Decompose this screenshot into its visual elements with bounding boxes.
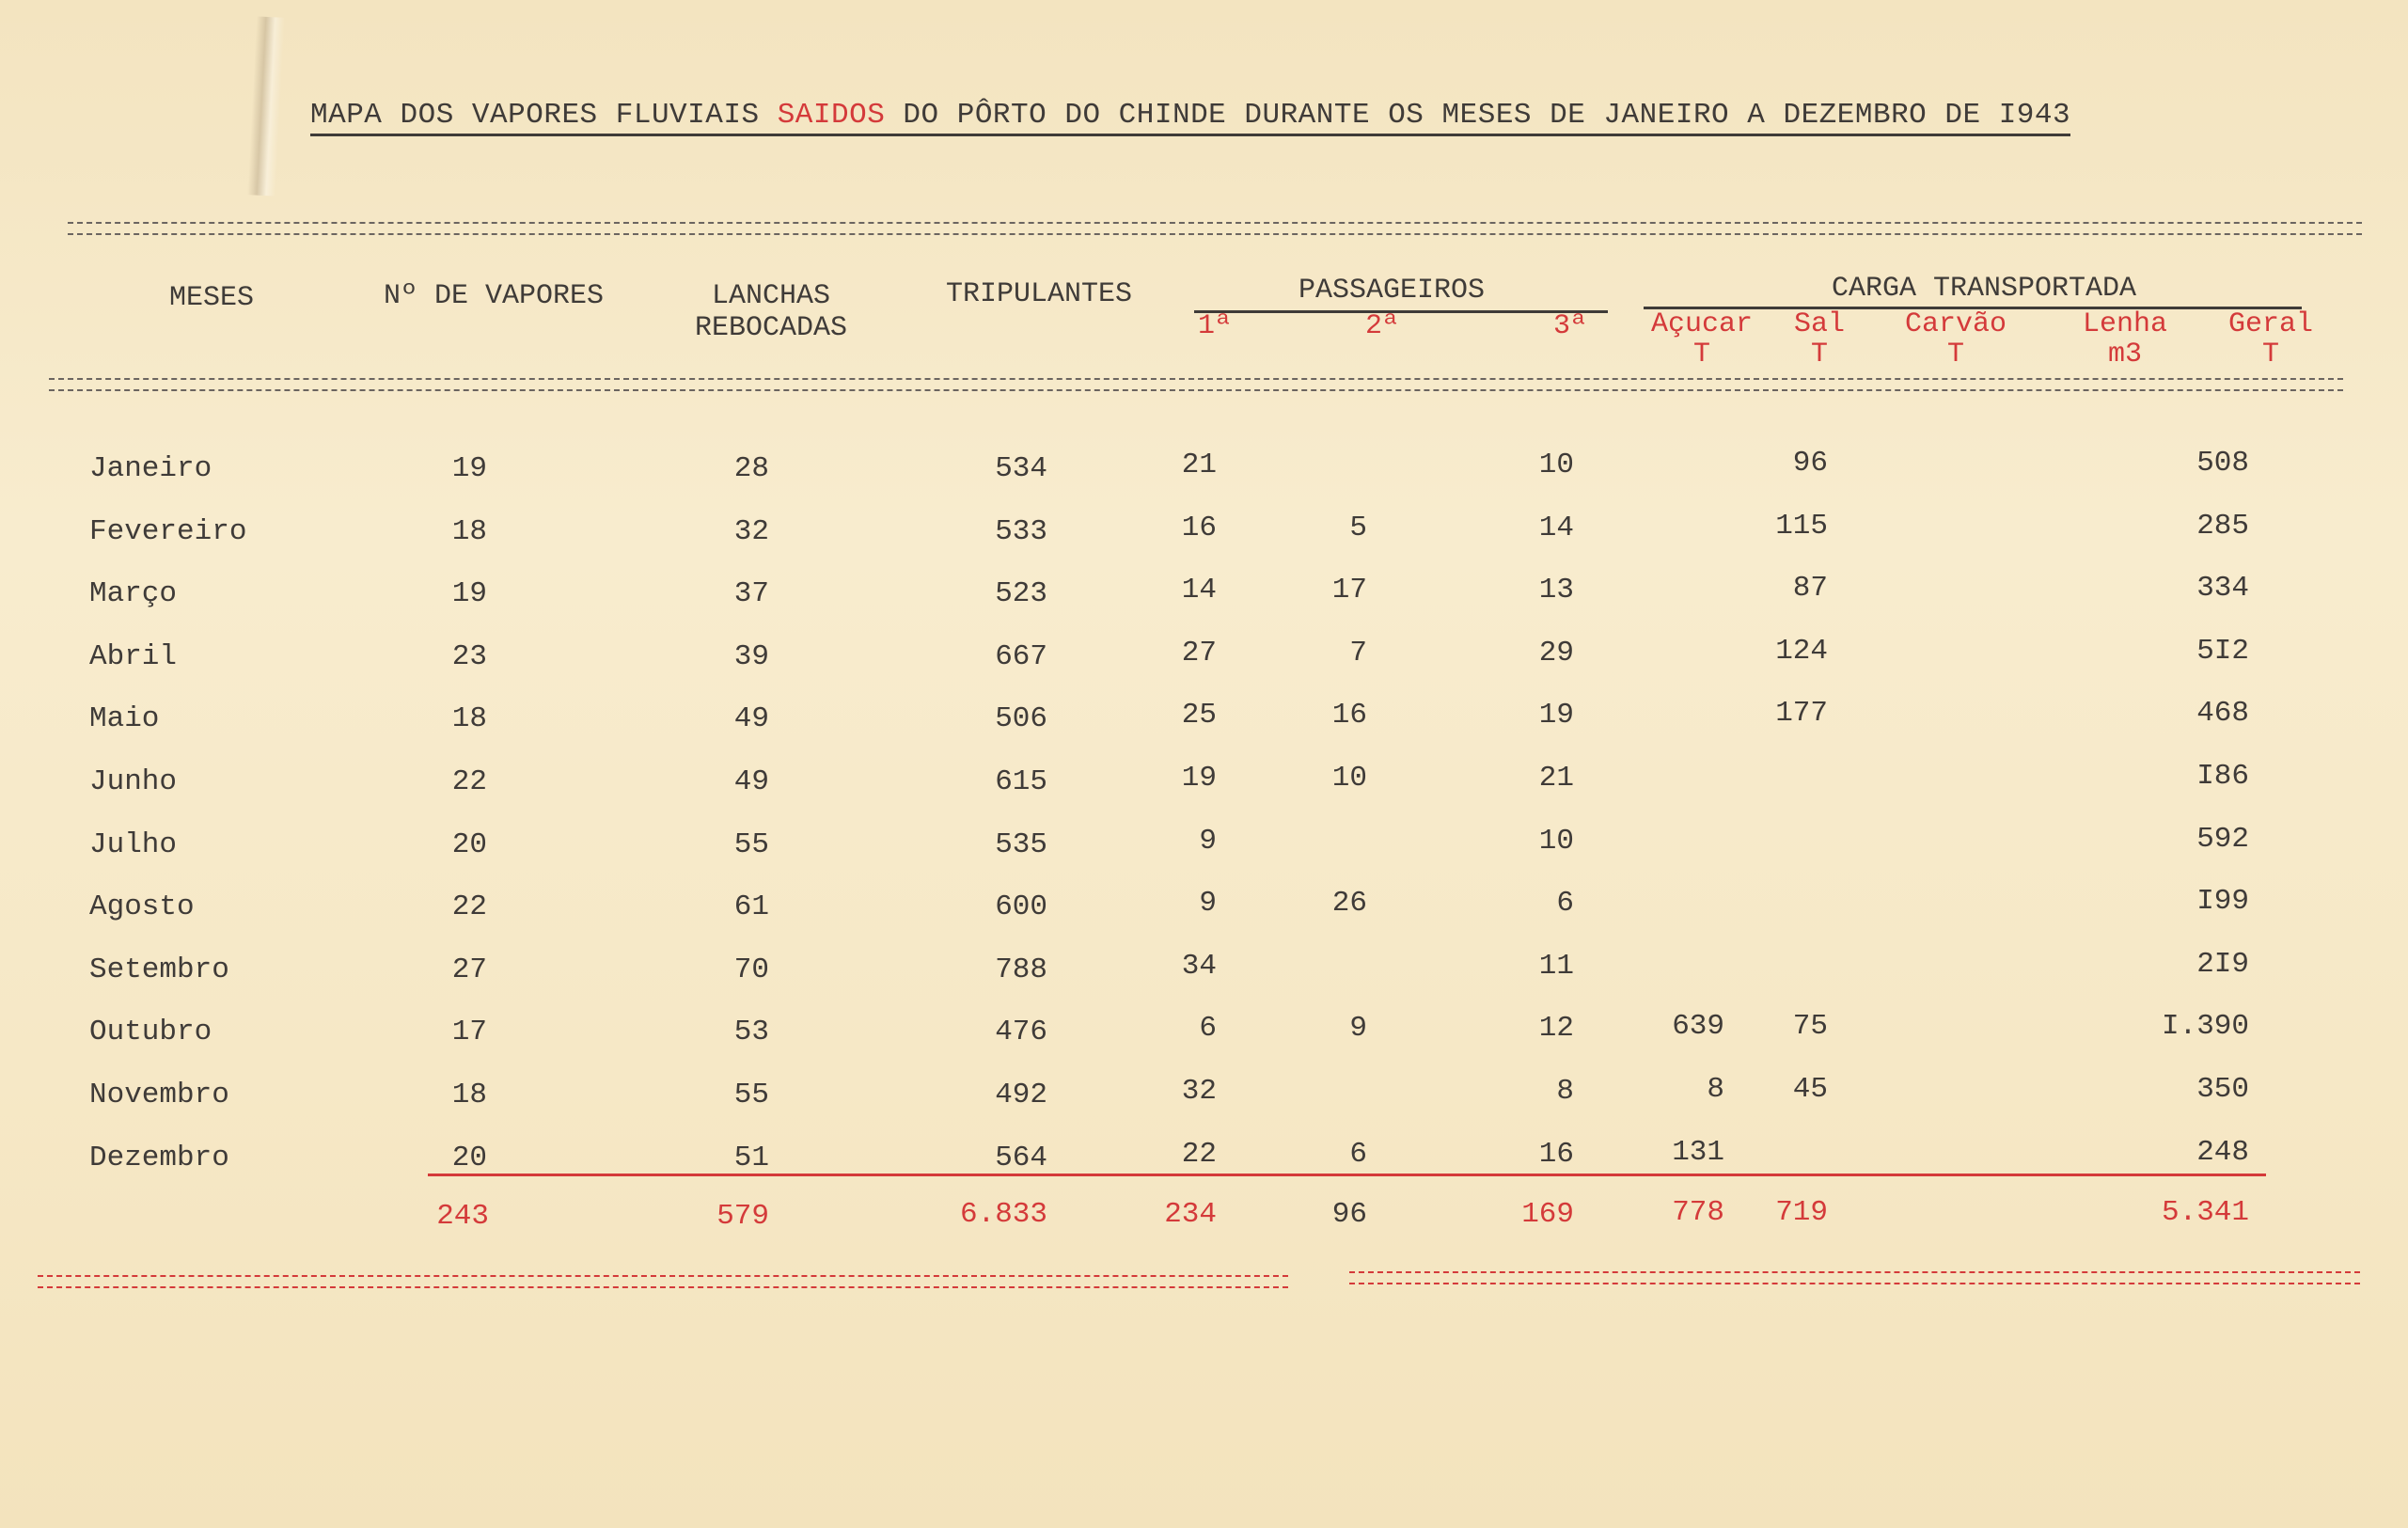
total-sal: 719	[1775, 1196, 1828, 1229]
cell-passageiros-1: 19	[1181, 762, 1217, 795]
cell-mes: Fevereiro	[89, 515, 247, 548]
cell-sal: 124	[1775, 635, 1828, 668]
cell-passageiros-1: 14	[1181, 574, 1217, 606]
cell-passageiros-1: 6	[1199, 1012, 1217, 1045]
cell-passageiros-2: 10	[1331, 762, 1367, 795]
cell-sal: 75	[1792, 1010, 1828, 1043]
header-tripulantes: TRIPULANTES	[945, 278, 1133, 310]
cell-passageiros-3: 10	[1538, 825, 1574, 858]
cell-passageiros-2: 17	[1331, 574, 1367, 606]
header-top-rule	[68, 222, 2362, 235]
cell-sal: 177	[1775, 697, 1828, 730]
header-passageiros-2: 2ª	[1364, 310, 1399, 342]
cell-acucar: 639	[1672, 1010, 1724, 1043]
cell-passageiros-2: 16	[1331, 699, 1367, 732]
cell-passageiros-1: 27	[1181, 637, 1217, 669]
cell-sal: 45	[1792, 1073, 1828, 1106]
footer-rule-right	[1349, 1271, 2360, 1284]
cell-lanchas: 53	[733, 1016, 769, 1048]
cell-mes: Maio	[89, 702, 160, 735]
cell-passageiros-3: 19	[1538, 699, 1574, 732]
header-lanchas-1: LANCHAS	[711, 280, 831, 312]
header-sal-unit: T	[1810, 339, 1828, 370]
cell-passageiros-2: 5	[1349, 512, 1367, 544]
cell-geral: 2I9	[2196, 948, 2249, 981]
footer-rule-left	[38, 1275, 1288, 1288]
cell-lanchas: 61	[733, 890, 769, 923]
header-geral-unit: T	[2261, 339, 2279, 370]
cell-geral: 248	[2196, 1136, 2249, 1169]
title-part-3: DO PÔRTO DO CHINDE DURANTE OS MESES DE JANEIRO A DEZEMBRO DE I943	[885, 99, 2071, 132]
cell-passageiros-1: 9	[1199, 887, 1217, 920]
header-geral: Geral	[2227, 308, 2313, 340]
cell-vapores: 19	[451, 577, 487, 610]
cell-sal: 87	[1792, 572, 1828, 605]
cell-lanchas: 49	[733, 702, 769, 735]
cell-passageiros-3: 11	[1538, 950, 1574, 983]
header-lanchas-2: REBOCADAS	[694, 312, 848, 344]
cell-tripulantes: 615	[995, 765, 1047, 798]
cell-mes: Abril	[89, 640, 178, 673]
header-acucar-unit: T	[1692, 339, 1710, 370]
cell-lanchas: 39	[733, 640, 769, 673]
cell-geral: 468	[2196, 697, 2249, 730]
cell-passageiros-2: 6	[1349, 1138, 1367, 1171]
cell-vapores: 18	[451, 702, 487, 735]
cell-vapores: 20	[451, 1142, 487, 1174]
header-passageiros: PASSAGEIROS	[1298, 275, 1486, 307]
cell-passageiros-3: 29	[1538, 637, 1574, 669]
cell-passageiros-3: 10	[1538, 449, 1574, 481]
cell-passageiros-1: 25	[1181, 699, 1217, 732]
header-passageiros-3: 3ª	[1552, 310, 1587, 342]
cell-passageiros-1: 16	[1181, 512, 1217, 544]
cell-passageiros-2: 26	[1331, 887, 1367, 920]
header-bottom-rule	[49, 378, 2343, 391]
cell-acucar: 131	[1672, 1136, 1724, 1169]
cell-vapores: 17	[451, 1016, 487, 1048]
cell-acucar: 8	[1707, 1073, 1724, 1106]
total-passageiros-2: 96	[1331, 1198, 1367, 1231]
cell-geral: 5I2	[2196, 635, 2249, 668]
header-acucar: Açucar	[1650, 308, 1754, 340]
cell-lanchas: 70	[733, 953, 769, 986]
cell-vapores: 18	[451, 1079, 487, 1111]
cell-tripulantes: 506	[995, 702, 1047, 735]
cell-lanchas: 28	[733, 452, 769, 485]
cell-mes: Agosto	[89, 890, 195, 923]
cell-mes: Setembro	[89, 953, 229, 986]
cell-mes: Dezembro	[89, 1142, 229, 1174]
total-geral: 5.341	[2161, 1196, 2249, 1229]
cell-tripulantes: 535	[995, 828, 1047, 861]
cell-tripulantes: 788	[995, 953, 1047, 986]
cell-passageiros-2: 7	[1349, 637, 1367, 669]
cell-passageiros-2: 9	[1349, 1012, 1367, 1045]
cell-vapores: 19	[451, 452, 487, 485]
cell-passageiros-1: 34	[1181, 950, 1217, 983]
title-part-1: MAPA DOS VAPORES FLUVIAIS	[310, 99, 778, 132]
cell-vapores: 27	[451, 953, 487, 986]
header-carga: CARGA TRANSPORTADA	[1831, 273, 2137, 305]
cell-passageiros-3: 8	[1556, 1075, 1574, 1108]
total-vapores: 243	[436, 1200, 489, 1233]
title-part-2: SAIDOS	[777, 99, 886, 132]
total-tripulantes: 6.833	[959, 1198, 1047, 1231]
cell-passageiros-1: 9	[1199, 825, 1217, 858]
sum-line	[428, 1174, 2266, 1176]
header-sal: Sal	[1793, 308, 1845, 340]
cell-geral: I86	[2196, 760, 2249, 793]
cell-passageiros-3: 12	[1538, 1012, 1574, 1045]
cell-sal: 96	[1792, 447, 1828, 480]
header-lenha-unit: m3	[2107, 339, 2142, 370]
cell-passageiros-3: 14	[1538, 512, 1574, 544]
header-meses: MESES	[168, 282, 254, 314]
cell-mes: Março	[89, 577, 178, 610]
cell-geral: 592	[2196, 823, 2249, 856]
total-lanchas: 579	[716, 1200, 769, 1233]
cell-geral: 285	[2196, 510, 2249, 543]
cell-mes: Janeiro	[89, 452, 212, 485]
cell-tripulantes: 534	[995, 452, 1047, 485]
cell-tripulantes: 564	[995, 1142, 1047, 1174]
cell-geral: 508	[2196, 447, 2249, 480]
cell-mes: Julho	[89, 828, 178, 861]
cell-tripulantes: 533	[995, 515, 1047, 548]
cell-mes: Junho	[89, 765, 178, 798]
cell-lanchas: 49	[733, 765, 769, 798]
cell-tripulantes: 600	[995, 890, 1047, 923]
cell-vapores: 22	[451, 890, 487, 923]
cell-vapores: 18	[451, 515, 487, 548]
cell-tripulantes: 667	[995, 640, 1047, 673]
cell-sal: 115	[1775, 510, 1828, 543]
cell-passageiros-3: 16	[1538, 1138, 1574, 1171]
cell-passageiros-3: 13	[1538, 574, 1574, 606]
cell-passageiros-1: 21	[1181, 449, 1217, 481]
cell-mes: Outubro	[89, 1016, 212, 1048]
header-vapores: Nº DE VAPORES	[383, 280, 605, 312]
cell-tripulantes: 476	[995, 1016, 1047, 1048]
cell-geral: I99	[2196, 885, 2249, 918]
document-title	[310, 99, 2070, 136]
cell-geral: I.390	[2161, 1010, 2249, 1043]
cell-lanchas: 55	[733, 828, 769, 861]
cell-lanchas: 32	[733, 515, 769, 548]
cell-vapores: 23	[451, 640, 487, 673]
cell-vapores: 22	[451, 765, 487, 798]
cell-vapores: 20	[451, 828, 487, 861]
header-carvao-unit: T	[1946, 339, 1964, 370]
total-passageiros-3: 169	[1521, 1198, 1574, 1231]
cell-tripulantes: 492	[995, 1079, 1047, 1111]
cell-passageiros-3: 21	[1538, 762, 1574, 795]
cell-geral: 350	[2196, 1073, 2249, 1106]
cell-geral: 334	[2196, 572, 2249, 605]
cell-passageiros-3: 6	[1556, 887, 1574, 920]
cell-lanchas: 51	[733, 1142, 769, 1174]
header-carvao: Carvão	[1904, 308, 2007, 340]
header-passageiros-1: 1ª	[1197, 310, 1232, 342]
cell-passageiros-1: 32	[1181, 1075, 1217, 1108]
cell-passageiros-1: 22	[1181, 1138, 1217, 1171]
cell-lanchas: 37	[733, 577, 769, 610]
cell-tripulantes: 523	[995, 577, 1047, 610]
cell-mes: Novembro	[89, 1079, 229, 1111]
total-acucar: 778	[1672, 1196, 1724, 1229]
header-lenha: Lenha	[2082, 308, 2167, 340]
cell-lanchas: 55	[733, 1079, 769, 1111]
total-passageiros-1: 234	[1164, 1198, 1217, 1231]
